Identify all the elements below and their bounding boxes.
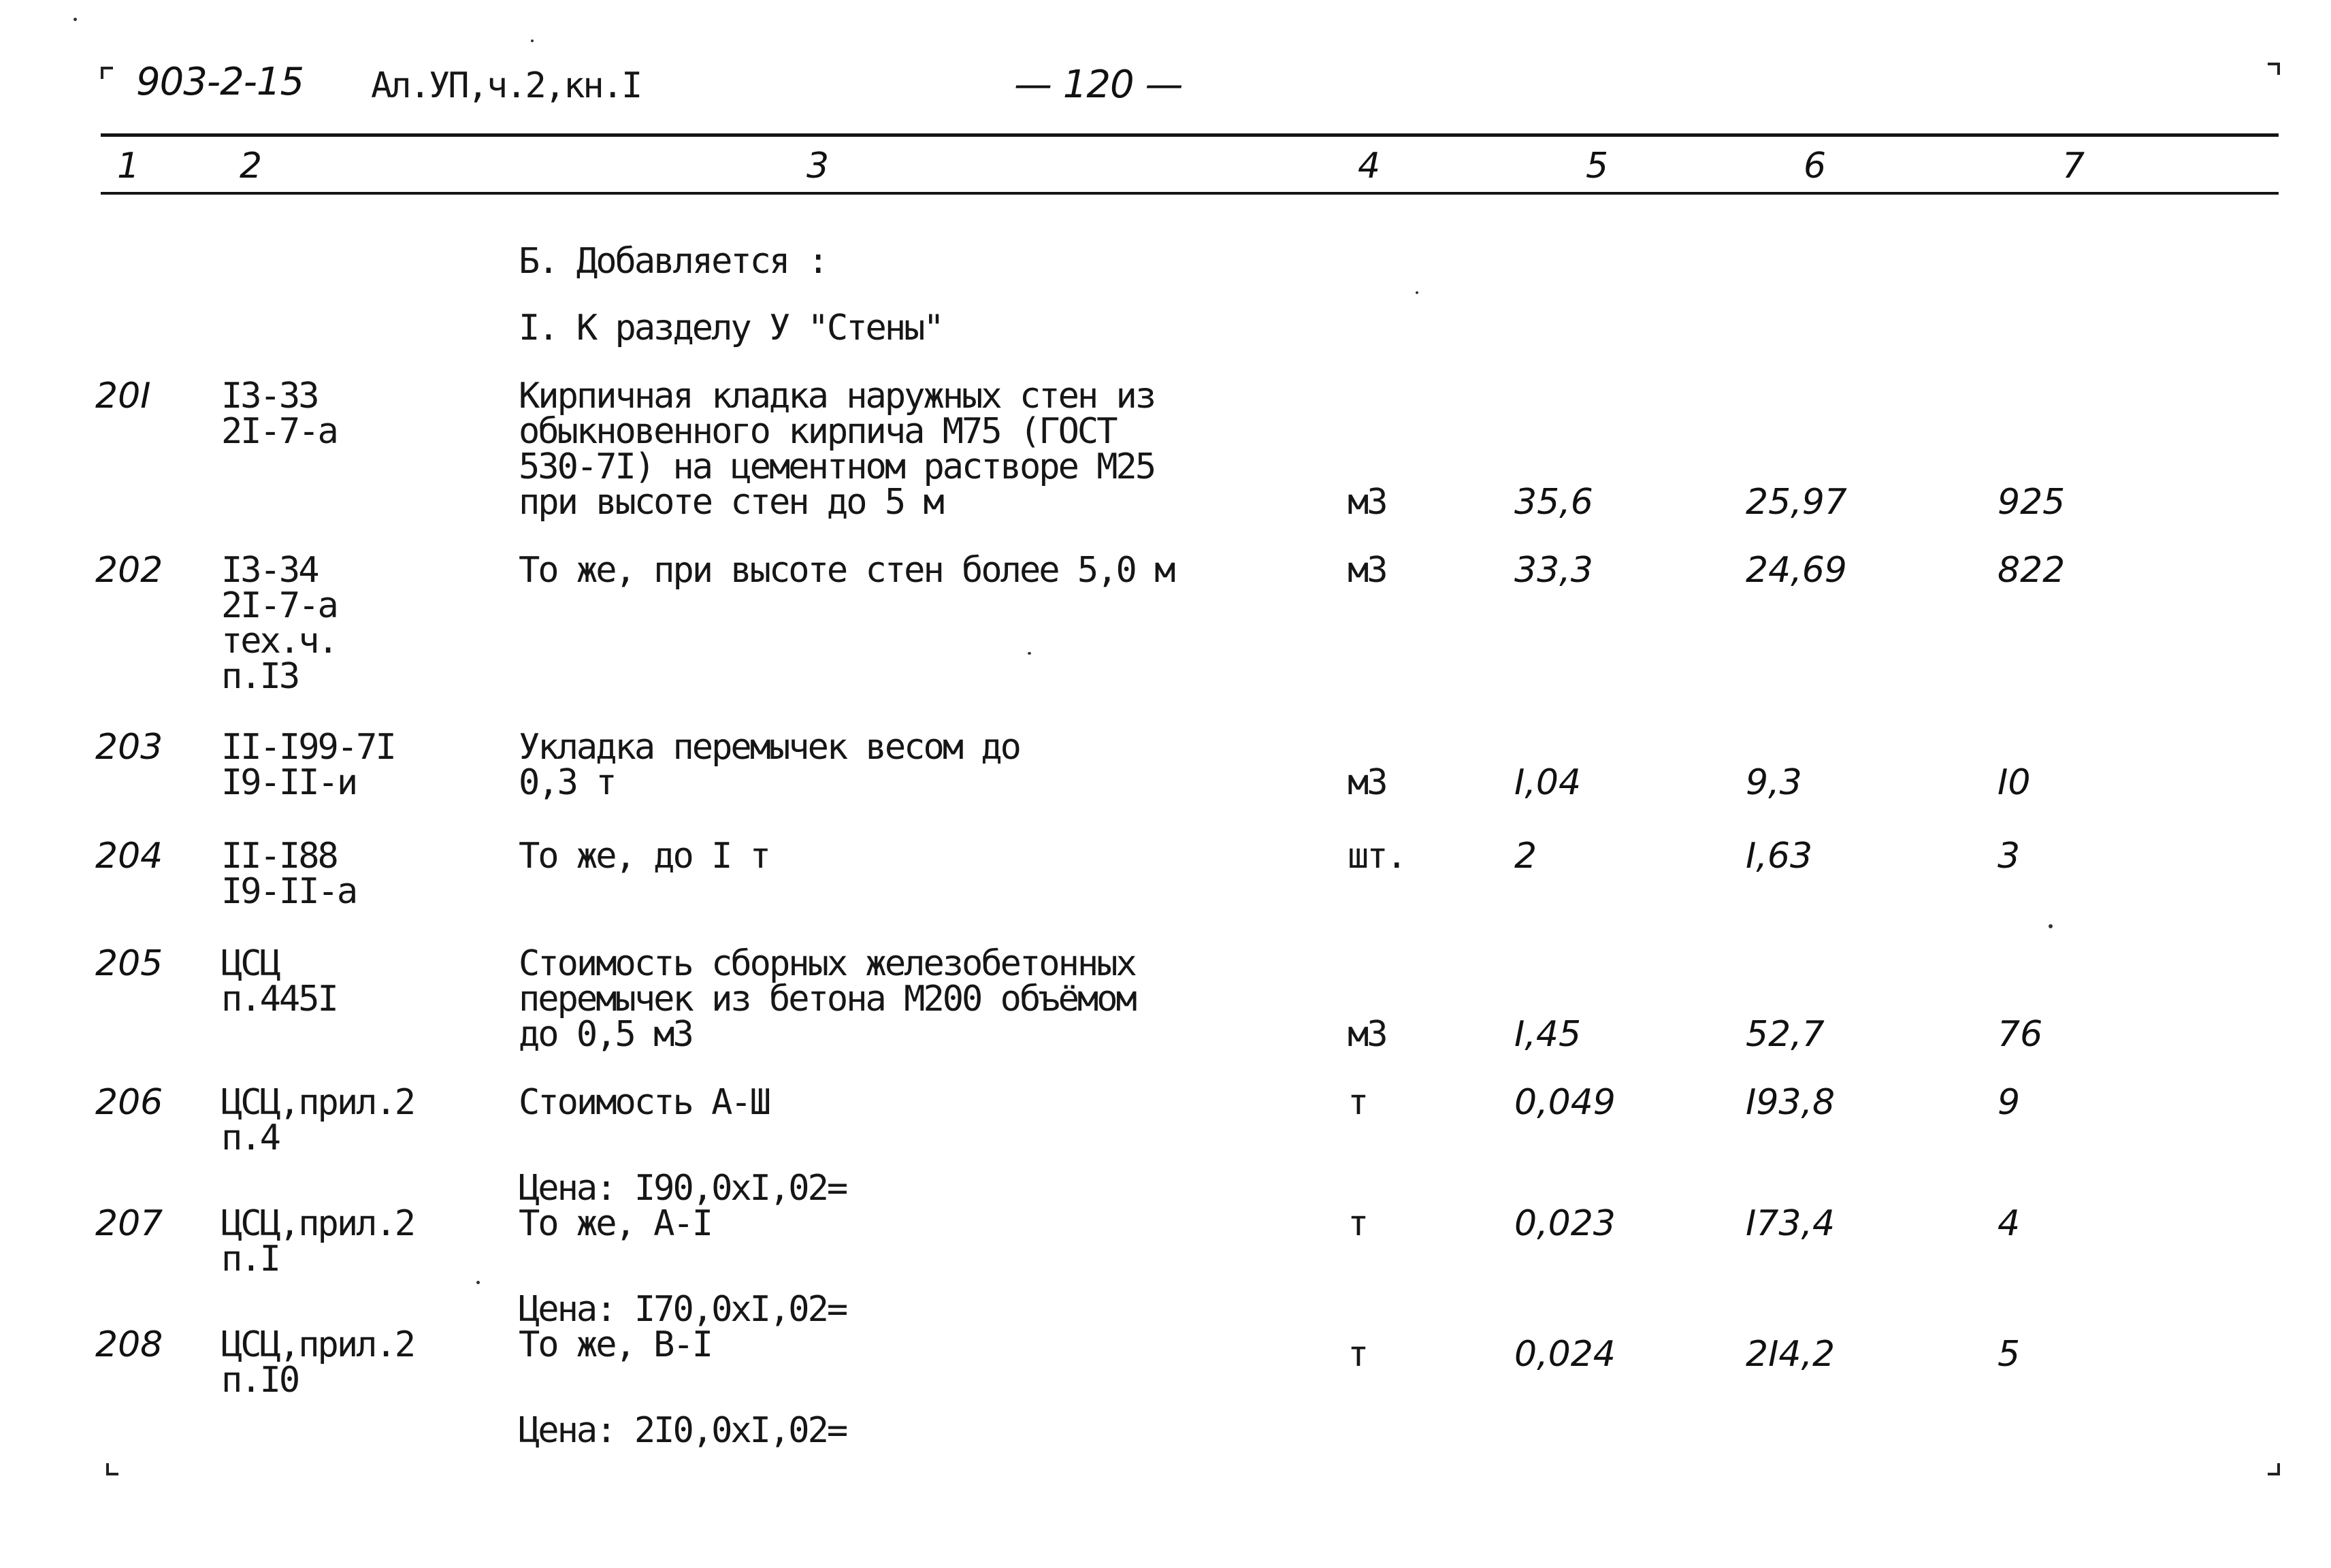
total-cost: 822 — [1998, 550, 2066, 591]
norm-code: п.445I — [221, 979, 337, 1019]
unit-of-measure: м3 — [1348, 762, 1386, 803]
row-number: 20I — [95, 376, 151, 416]
row-number: 202 — [95, 550, 163, 591]
work-description: Цена: I90,0xI,02= — [519, 1168, 847, 1209]
work-description: 0,3 т — [519, 762, 615, 803]
quantity: 33,3 — [1514, 550, 1593, 591]
work-description: Стоимость сборных железобетонных — [519, 943, 1135, 984]
unit-of-measure: м3 — [1348, 1014, 1386, 1055]
work-description: до 0,5 м3 — [519, 1014, 692, 1055]
column-number: 6 — [1804, 146, 1827, 186]
scan-speck — [2049, 924, 2053, 928]
total-cost: 4 — [1998, 1203, 2021, 1244]
work-description: обыкновенного кирпича М75 (ГОСТ — [519, 411, 1116, 452]
unit-of-measure: м3 — [1348, 550, 1386, 591]
scan-speck — [1416, 291, 1418, 294]
norm-code: ЦСЦ — [221, 943, 279, 984]
header-rule-top — [101, 133, 2279, 137]
scan-speck — [531, 39, 534, 42]
total-cost: I0 — [1998, 762, 2031, 803]
unit-price: 24,69 — [1746, 550, 1847, 591]
total-cost: 3 — [1998, 836, 2021, 877]
unit-of-measure: т — [1348, 1082, 1367, 1123]
norm-code: п.I0 — [221, 1360, 299, 1401]
corner-mark-top-left — [101, 67, 113, 79]
norm-code: ЦСЦ,прил.2 — [221, 1203, 414, 1244]
work-description: 530-7I) на цементном растворе М25 — [519, 446, 1155, 487]
scan-speck — [476, 1281, 480, 1284]
corner-mark-bottom-right — [2268, 1463, 2280, 1475]
corner-mark-top-right — [2268, 63, 2280, 75]
unit-price: I93,8 — [1746, 1082, 1836, 1123]
work-description: Укладка перемычек весом до — [519, 727, 1020, 768]
work-description: перемычек из бетона М200 объёмом — [519, 979, 1135, 1019]
header-rule-bottom — [101, 192, 2279, 195]
unit-price: 25,97 — [1746, 482, 1847, 523]
norm-code: п.4 — [221, 1117, 279, 1158]
quantity: I,04 — [1514, 762, 1582, 803]
scan-speck — [1028, 652, 1031, 655]
work-description: при высоте стен до 5 м — [519, 482, 943, 523]
work-description: Кирпичная кладка наружных стен из — [519, 376, 1155, 416]
unit-price: 52,7 — [1746, 1014, 1825, 1055]
norm-code: тех.ч. — [221, 621, 337, 662]
norm-code: п.I3 — [221, 656, 299, 697]
total-cost: 925 — [1998, 482, 2066, 523]
quantity: 0,023 — [1514, 1203, 1616, 1244]
section-title: Б. Добавляется : — [519, 241, 827, 282]
scan-speck — [74, 18, 77, 21]
norm-code: 2I-7-а — [221, 411, 337, 452]
album-reference: Ал.УП,ч.2,кн.I — [371, 65, 641, 106]
norm-code: ЦСЦ,прил.2 — [221, 1324, 414, 1365]
norm-code: ЦСЦ,прил.2 — [221, 1082, 414, 1123]
row-number: 203 — [95, 727, 163, 768]
column-number: 2 — [240, 146, 263, 186]
norm-code: II-I99-7I — [221, 727, 395, 768]
quantity: 0,049 — [1514, 1082, 1616, 1123]
work-description: Цена: 2I0,0xI,02= — [519, 1410, 847, 1451]
unit-price: 9,3 — [1746, 762, 1802, 803]
quantity: 2 — [1514, 836, 1537, 877]
quantity: 35,6 — [1514, 482, 1593, 523]
row-number: 205 — [95, 943, 163, 984]
row-number: 206 — [95, 1082, 163, 1123]
page-number: — 120 — — [1014, 63, 1183, 107]
quantity: 0,024 — [1514, 1334, 1616, 1375]
norm-code: п.I — [221, 1239, 279, 1279]
column-number: 3 — [806, 146, 830, 186]
norm-code: I3-34 — [221, 550, 318, 591]
corner-mark-bottom-left — [106, 1463, 118, 1475]
document-number: 903-2-15 — [136, 60, 304, 104]
work-description: То же, при высоте стен более 5,0 м — [519, 550, 1174, 591]
norm-code: 2I-7-а — [221, 585, 337, 626]
unit-price: 2I4,2 — [1746, 1334, 1836, 1375]
total-cost: 76 — [1998, 1014, 2043, 1055]
unit-of-measure: шт. — [1348, 836, 1405, 877]
norm-code: II-I88 — [221, 836, 337, 877]
norm-code: I3-33 — [221, 376, 318, 416]
norm-code: I9-II-а — [221, 871, 357, 912]
unit-of-measure: м3 — [1348, 482, 1386, 523]
column-number: 4 — [1358, 146, 1381, 186]
column-number: 7 — [2062, 146, 2085, 186]
section-subtitle: I. К разделу У "Стены" — [519, 308, 943, 348]
unit-price: I,63 — [1746, 836, 1813, 877]
row-number: 208 — [95, 1324, 163, 1365]
total-cost: 9 — [1998, 1082, 2021, 1123]
total-cost: 5 — [1998, 1334, 2021, 1375]
quantity: I,45 — [1514, 1014, 1582, 1055]
norm-code: I9-II-и — [221, 762, 357, 803]
row-number: 207 — [95, 1203, 163, 1244]
column-number: 5 — [1586, 146, 1609, 186]
unit-of-measure: т — [1348, 1203, 1367, 1244]
row-number: 204 — [95, 836, 163, 877]
work-description: Стоимость А-Ш — [519, 1082, 769, 1123]
unit-price: I73,4 — [1746, 1203, 1836, 1244]
work-description: Цена: I70,0xI,02= — [519, 1289, 847, 1330]
work-description: То же, В-I — [519, 1324, 712, 1365]
column-number: 1 — [117, 146, 140, 186]
work-description: То же, А-I — [519, 1203, 712, 1244]
unit-of-measure: т — [1348, 1334, 1367, 1375]
work-description: То же, до I т — [519, 836, 769, 877]
